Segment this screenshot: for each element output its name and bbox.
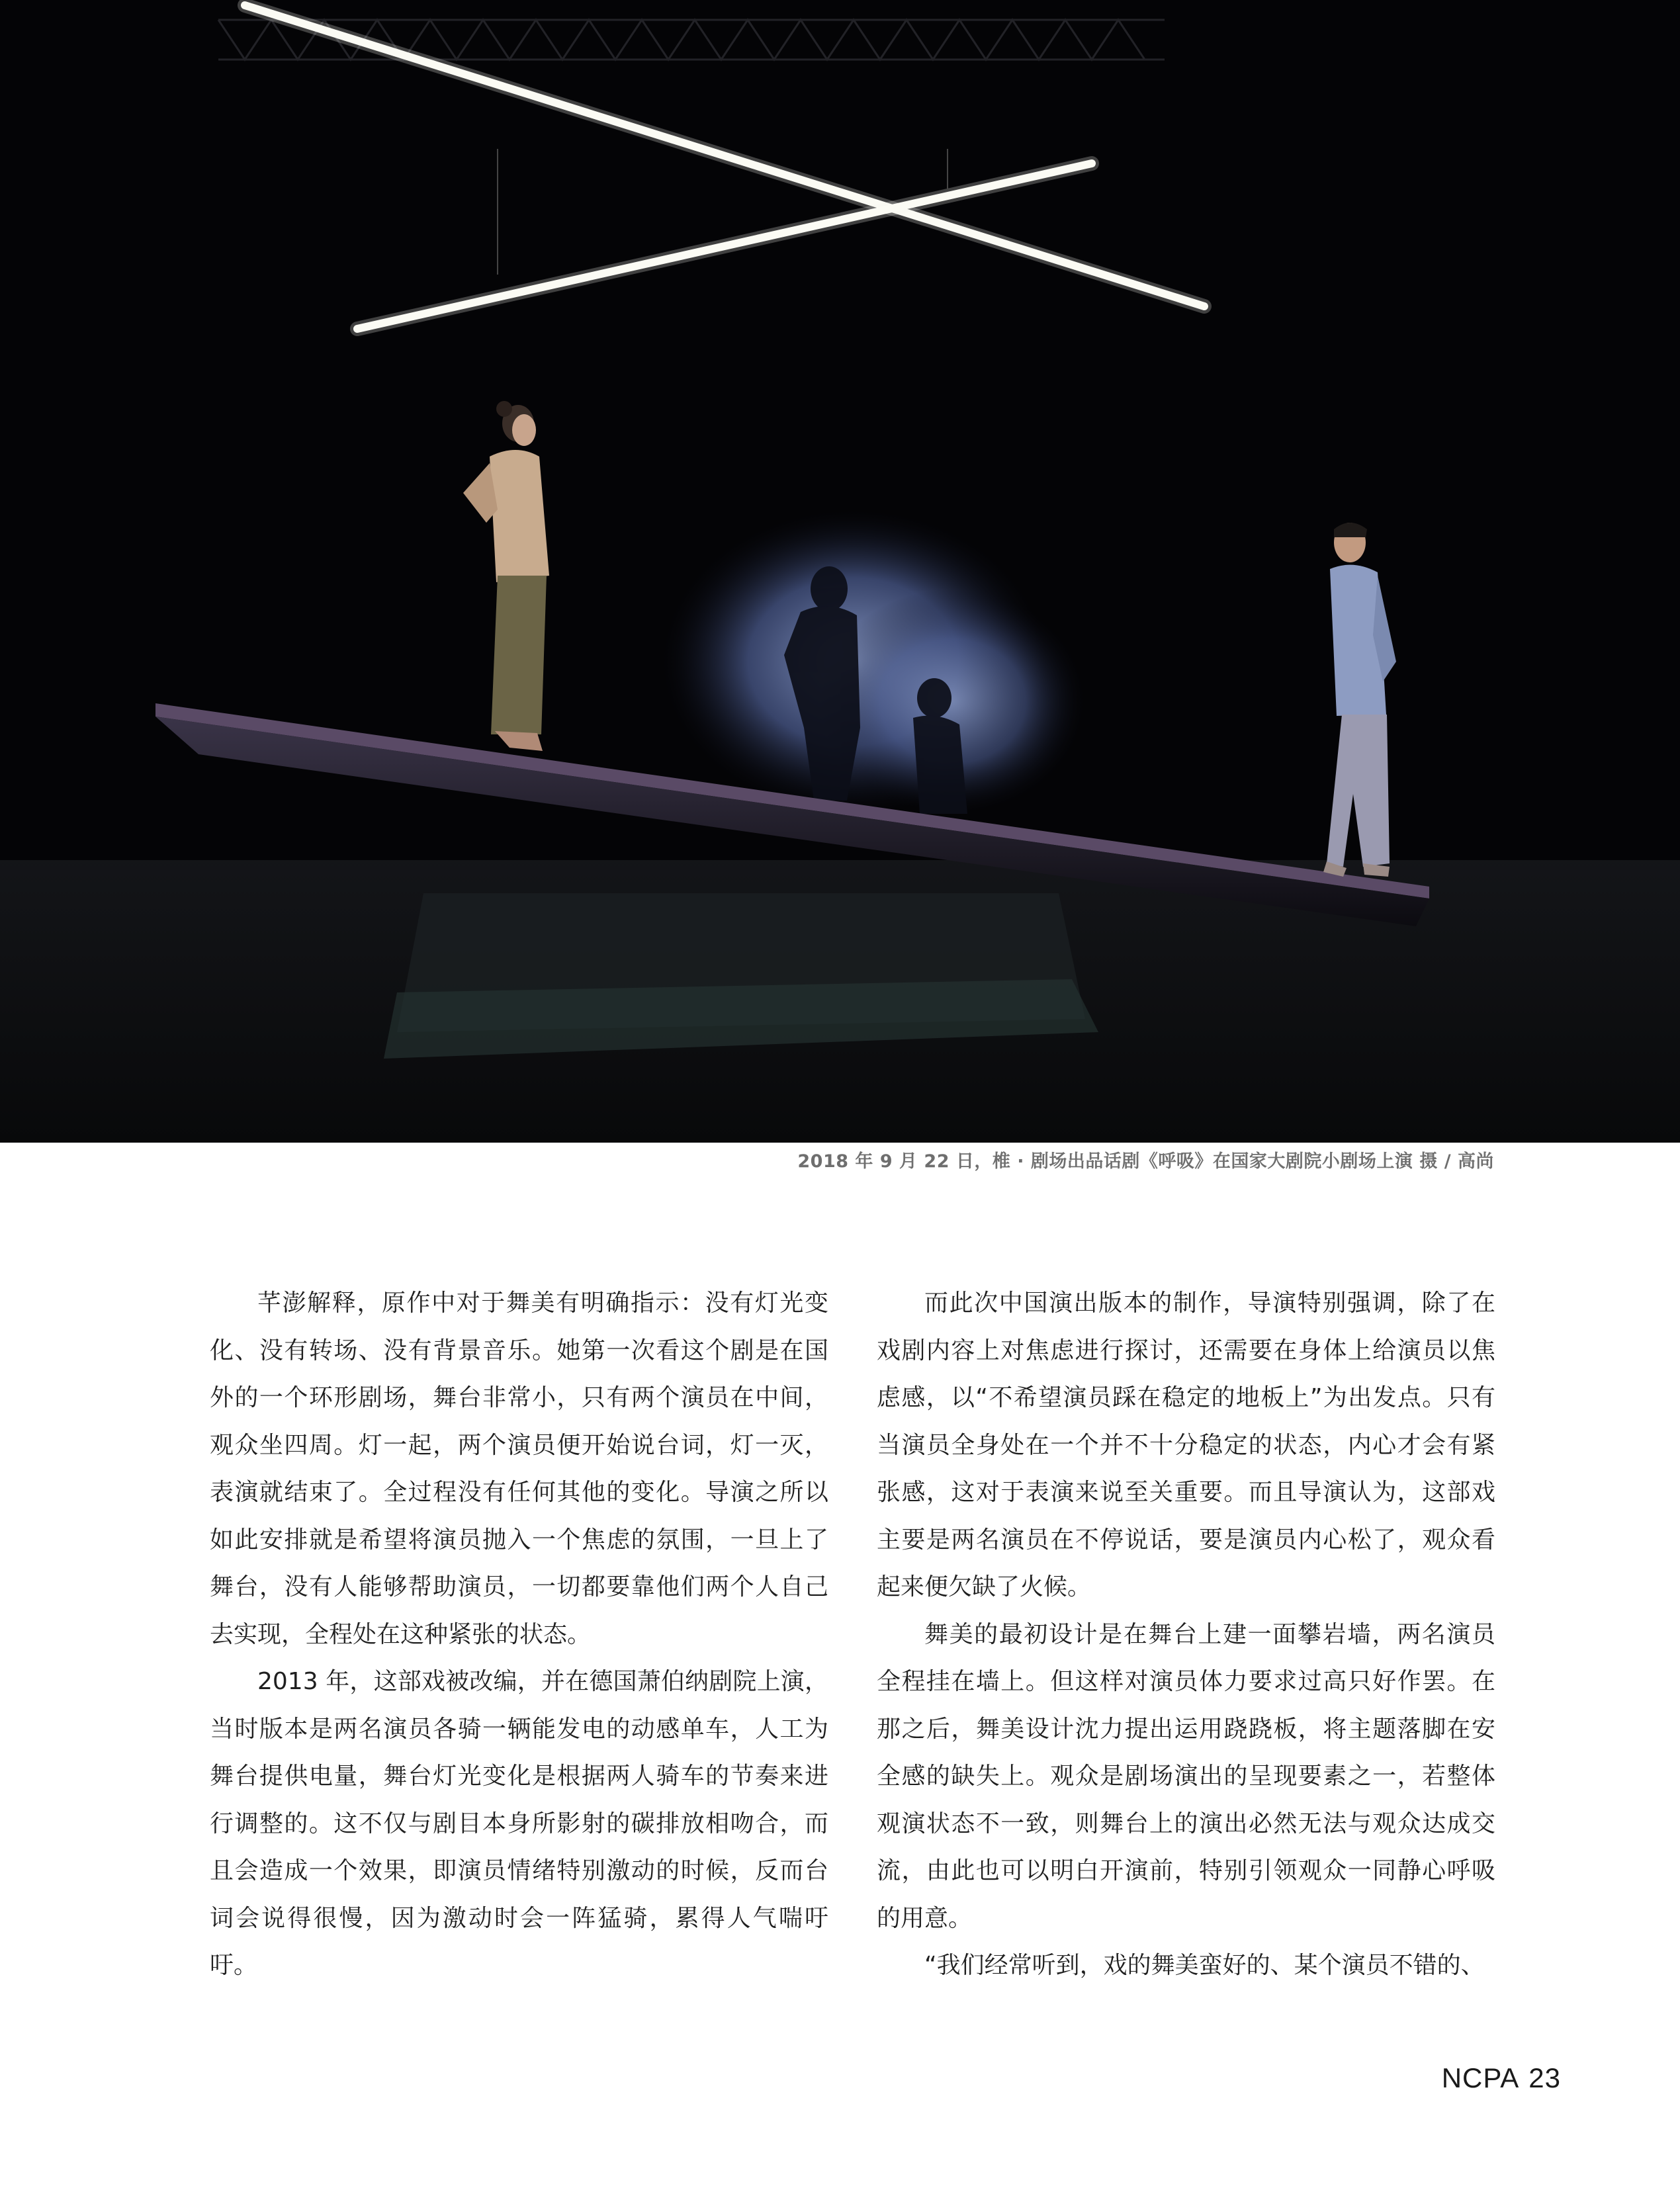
paragraph: 2013 年，这部戏被改编，并在德国萧伯纳剧院上演，当时版本是两名演员各骑一辆能发电的动感单车，人工为舞台提供电量，舞台灯光变化是根据两人骑车的节奏来进行调整的。这不仅与剧目本身所影射的碳排放相吻合，而且会造成一个效果，即演员情绪特别激动的时候，反而台词会说得很慢，因为激动时会一阵猛骑，累得人气喘吁吁。 <box>210 1668 828 1979</box>
paragraph: 而此次中国演出版本的制作，导演特别强调，除了在戏剧内容上对焦虑进行探讨，还需要在身体上给演员以焦虑感，以“不希望演员踩在稳定的地板上”为出发点。只有当演员全身处在一个并不十分稳定的状态，内心才会有紧张感，这对于表演来说至关重要。而且导演认为，这部戏主要是两名演员在不停说话，要是演员内心松了，观众看起来便欠缺了火候。 <box>877 1290 1495 1600</box>
paragraph: “我们经常听到，戏的舞美蛮好的、某个演员不错的、 <box>924 1952 1485 1979</box>
photo-caption: 2018 年 9 月 22 日，椎 · 剧场出品话剧《呼吸》在国家大剧院小剧场上演 摄 / 高尚 <box>797 1151 1494 1172</box>
magazine-name: NCPA <box>1441 2062 1520 2093</box>
paragraph: 芊澎解释，原作中对于舞美有明确指示：没有灯光变化、没有转场、没有背景音乐。她第一次看这个剧是在国外的一个环形剧场，舞台非常小，只有两个演员在中间，观众坐四周。灯一起，两个演员便开始说台词，灯一灭，表演就结束了。全过程没有任何其他的变化。导演之所以如此安排就是希望将演员抛入一个焦虑的氛围，一旦上了舞台，没有人能够帮助演员，一切都要靠他们两个人自己去实现，全程处在这种紧张的状态。 <box>210 1290 828 1648</box>
page-number: 23 <box>1528 2062 1561 2093</box>
page-folio <box>1433 2062 1561 2094</box>
paragraph: 舞美的最初设计是在舞台上建一面攀岩墙，两名演员全程挂在墙上。但这样对演员体力要求过高只好作罢。在那之后，舞美设计沈力提出运用跷跷板，将主题落脚在安全感的缺失上。观众是剧场演出的呈现要素之一，若整体观演状态不一致，则舞台上的演出必然无法与观众达成交流，由此也可以明白开演前，特别引领观众一同静心呼吸的用意。 <box>877 1620 1495 1932</box>
article-column-right <box>877 1280 1495 1990</box>
article-column-left <box>210 1280 828 1990</box>
